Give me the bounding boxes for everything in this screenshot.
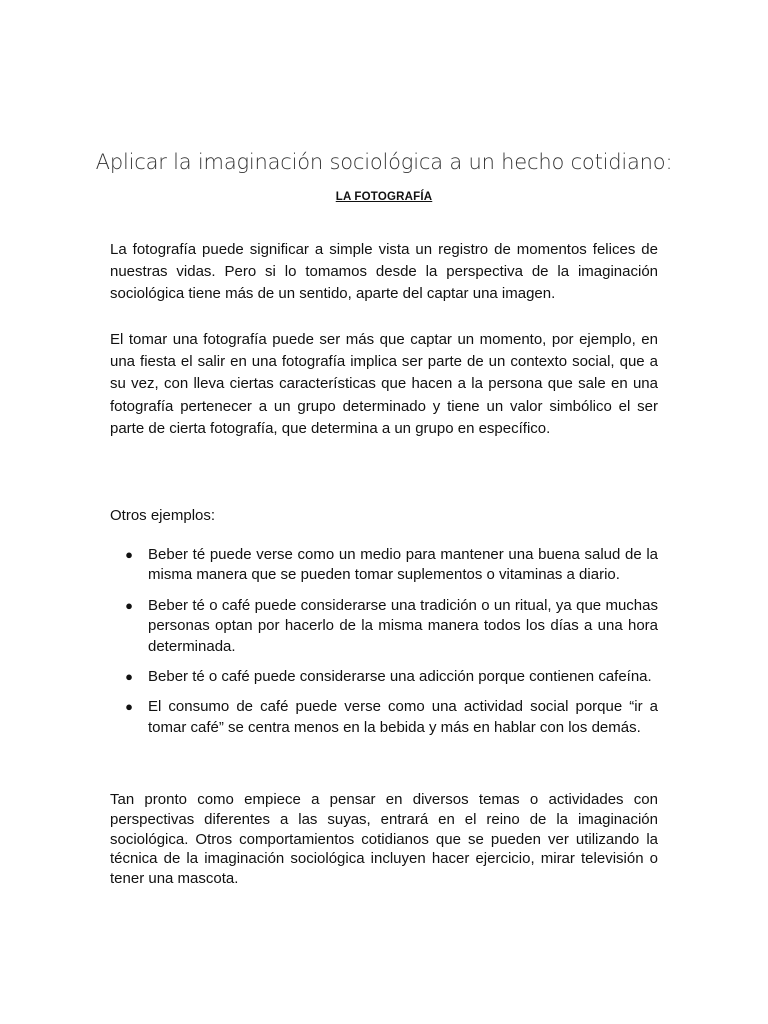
paragraph-intro: La fotografía puede significar a simple vista un registro de momentos felices de nuestras vidas. Pero si lo tomamos desde la perspectiva de la imaginación sociológica tiene más de un sentido, aparte del captar una imagen. bbox=[110, 241, 658, 303]
list-item-text: El consumo de café puede verse como una actividad social porque “ir a tomar café” se centra menos en la bebida y más en hablar con los demás. bbox=[148, 698, 658, 736]
list-item bbox=[110, 697, 658, 738]
paragraph-example: El tomar una fotografía puede ser más que captar un momento, por ejemplo, en una fiesta el salir en una fotografía implica ser parte de un contexto social, que a su vez, con lleva ciertas características que hacen a la persona que sale en una fotografía pertenecer a un grupo determinado y tiene un valor simbólico el ser parte de cierta fotografía, que determina a un grupo en específico. bbox=[110, 331, 658, 437]
bullet-icon: ● bbox=[125, 547, 133, 562]
bullet-icon: ● bbox=[125, 699, 133, 715]
list-item bbox=[110, 545, 658, 586]
list-item bbox=[110, 667, 658, 687]
examples-label: Otros ejemplos: bbox=[110, 507, 216, 524]
examples-list bbox=[110, 545, 658, 748]
list-item-text: Beber té puede verse como un medio para mantener una buena salud de la misma manera que se pueden tomar suplementos o vitaminas a diario. bbox=[148, 546, 658, 584]
list-item-text: Beber té o café puede considerarse una adicción porque contienen cafeína. bbox=[148, 668, 652, 686]
section-subtitle: LA FOTOGRAFÍA bbox=[335, 191, 433, 203]
list-item bbox=[110, 596, 658, 657]
page-title: Aplicar la imaginación sociológica a un hecho cotidiano: bbox=[95, 150, 673, 174]
list-item-text: Beber té o café puede considerarse una tradición o un ritual, ya que muchas personas optan por hacerlo de la misma manera todos los días a una hora determinada. bbox=[148, 596, 658, 655]
bullet-icon: ● bbox=[125, 597, 133, 613]
paragraph-closing: Tan pronto como empiece a pensar en diversos temas o actividades con perspectivas diferentes a las suyas, entrará en el reino de la imaginación sociológica. Otros comportamientos cotidianos que se pueden ver utilizando la técnica de la imaginación sociológica incluyen hacer ejercicio, mirar televisión o tener una mascota. bbox=[110, 791, 658, 888]
bullet-icon: ● bbox=[125, 669, 133, 685]
